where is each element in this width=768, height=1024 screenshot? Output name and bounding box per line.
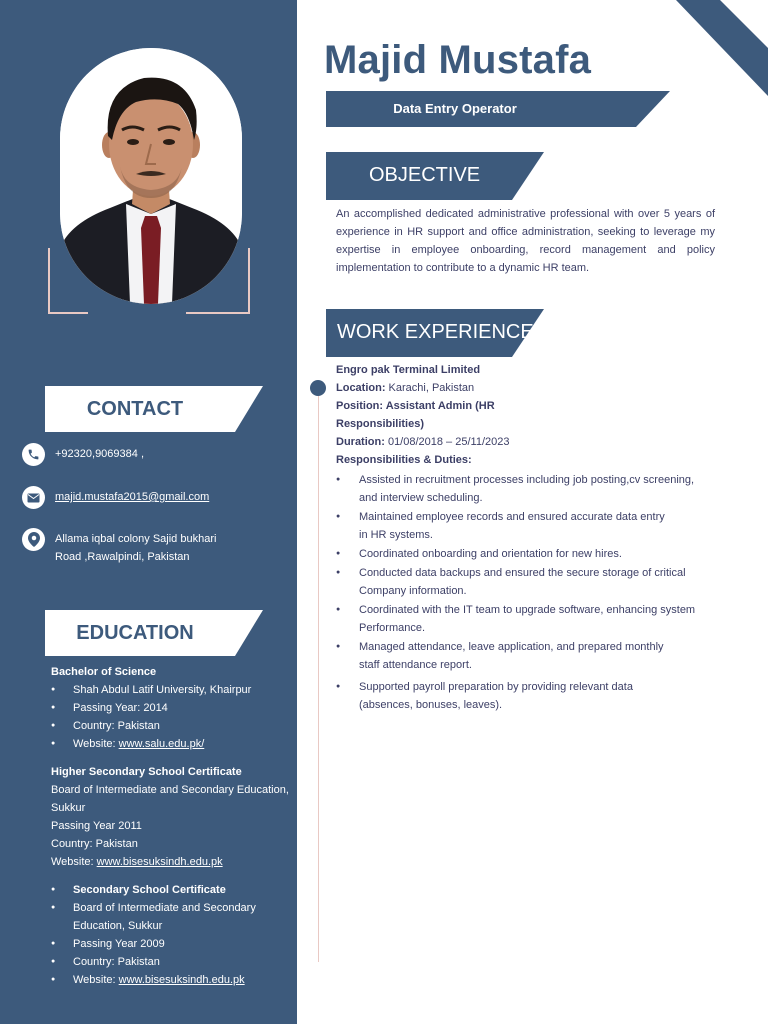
- contact-heading-label: CONTACT: [86, 398, 184, 420]
- job-location: [336, 379, 721, 397]
- contact-heading: [45, 386, 263, 432]
- duty-line: Maintained employee records and ensured accurate data entry: [359, 511, 665, 523]
- address: [55, 530, 216, 566]
- address-line-1: Allama iqbal colony Sajid bukhari: [55, 533, 217, 545]
- ssc-website-link[interactable]: www.bisesuksindh.edu.pk: [118, 974, 245, 986]
- contact-email: [22, 486, 209, 509]
- contact-address: [22, 528, 216, 566]
- ssc-board: [51, 899, 291, 935]
- location-value: Karachi, Pakistan: [385, 382, 475, 394]
- ssc-year: ● Passing Year 2009: [51, 935, 291, 953]
- duration-value: 01/08/2018 – 25/11/2023: [384, 436, 510, 448]
- duty-line: Conducted data backups and ensured the secure storage of critical: [359, 567, 686, 579]
- education-heading-label: EDUCATION: [76, 622, 194, 644]
- sidebar: [0, 0, 297, 1024]
- experience-entry: [336, 361, 721, 715]
- duty-line: Managed attendance, leave application, and prepared monthly: [359, 641, 664, 653]
- duty-line: Company information.: [359, 585, 467, 597]
- ssc-website: [51, 971, 291, 989]
- objective-heading: [326, 152, 546, 200]
- bsc-title: Bachelor of Science: [51, 666, 157, 678]
- location-pin-icon: [22, 528, 45, 551]
- objective-text: An accomplished dedicated administrative professional with over 5 years of experience in HR support and office administration, seeking to leverage my expertise in employee onboarding, record management and policy implementation to contribute to a dynamic HR team.: [336, 208, 715, 274]
- website-label: Website:: [51, 856, 97, 868]
- hssc-website-link[interactable]: www.bisesuksindh.edu.pk: [96, 856, 223, 868]
- ssc-country: ● Country: Pakistan: [51, 953, 291, 971]
- website-label: Website:: [73, 974, 119, 986]
- website-label: Website:: [73, 738, 119, 750]
- timeline-line: [318, 388, 319, 962]
- work-experience-heading-label: WORK EXPERIENCE: [337, 321, 534, 343]
- duty-line: Performance.: [359, 622, 426, 634]
- email-link[interactable]: majid.mustafa2015@gmail.com: [55, 491, 210, 503]
- corner-decoration: [668, 0, 768, 96]
- duty-item: [336, 471, 721, 507]
- company-name: Engro pak Terminal Limited: [336, 364, 481, 376]
- bsc-year: ● Passing Year: 2014: [51, 699, 291, 717]
- duty-item: [336, 545, 721, 563]
- hssc-title: Higher Secondary School Certificate: [51, 766, 242, 778]
- job-duration: [336, 433, 721, 451]
- duty-item: [336, 638, 721, 674]
- duty-line: Coordinated with the IT team to upgrade software, enhancing system: [359, 604, 696, 616]
- address-line-2: Road ,Rawalpindi, Pakistan: [55, 551, 190, 563]
- phone-number: +92320,9069384 ,: [55, 448, 145, 460]
- duty-line: in HR systems.: [359, 529, 433, 541]
- work-experience-heading: [326, 309, 546, 357]
- duty-line: and interview scheduling.: [359, 492, 483, 504]
- job-position-line-2: Responsibilities): [336, 418, 425, 430]
- timeline-dot: [310, 380, 326, 396]
- duty-item: [336, 564, 721, 600]
- contact-phone: [22, 443, 144, 466]
- location-label: Location:: [336, 382, 386, 394]
- email-icon: [22, 486, 45, 509]
- duration-label: Duration:: [336, 436, 385, 448]
- education-list: [51, 663, 291, 989]
- role-banner: [326, 91, 670, 132]
- hssc-country: Country: Pakistan: [51, 838, 138, 850]
- bsc-website: [51, 735, 291, 753]
- duties-list: [336, 471, 721, 714]
- phone-icon: [22, 443, 45, 466]
- bsc-university: ● Shah Abdul Latif University, Khairpur: [51, 681, 291, 699]
- education-heading: [45, 610, 263, 656]
- bsc-country: ● Country: Pakistan: [51, 717, 291, 735]
- bsc-website-link[interactable]: www.salu.edu.pk/: [118, 738, 205, 750]
- duty-line: Supported payroll preparation by providing relevant data: [359, 681, 633, 693]
- ssc-title: ● Secondary School Certificate: [51, 881, 291, 899]
- hssc-year: Passing Year 2011: [51, 820, 142, 832]
- photo-frame-right: [186, 248, 250, 314]
- role-title: Data Entry Operator: [393, 101, 517, 116]
- candidate-name: Majid Mustafa: [324, 38, 592, 82]
- duty-line: staff attendance report.: [359, 659, 472, 671]
- duty-line: Assisted in recruitment processes including job posting,cv screening,: [359, 474, 695, 486]
- objective-heading-label: OBJECTIVE: [369, 164, 481, 186]
- duty-item: [336, 678, 721, 714]
- job-position-line-1: Position: Assistant Admin (HR: [336, 400, 495, 412]
- duty-line: (absences, bonuses, leaves).: [359, 699, 503, 711]
- duty-item: [336, 508, 721, 544]
- ssc-board-line-2: Education, Sukkur: [73, 920, 163, 932]
- hssc-website: [51, 853, 291, 871]
- ssc-details: [51, 881, 291, 989]
- duty-item: [336, 601, 721, 637]
- bsc-details: [51, 681, 291, 753]
- hssc-board: Board of Intermediate and Secondary Education, Sukkur: [51, 784, 289, 814]
- duties-label: Responsibilities & Duties:: [336, 454, 472, 466]
- photo-frame-left: [48, 248, 88, 314]
- ssc-board-line-1: Board of Intermediate and Secondary: [73, 902, 256, 914]
- duty-line: Coordinated onboarding and orientation for new hires.: [359, 548, 622, 560]
